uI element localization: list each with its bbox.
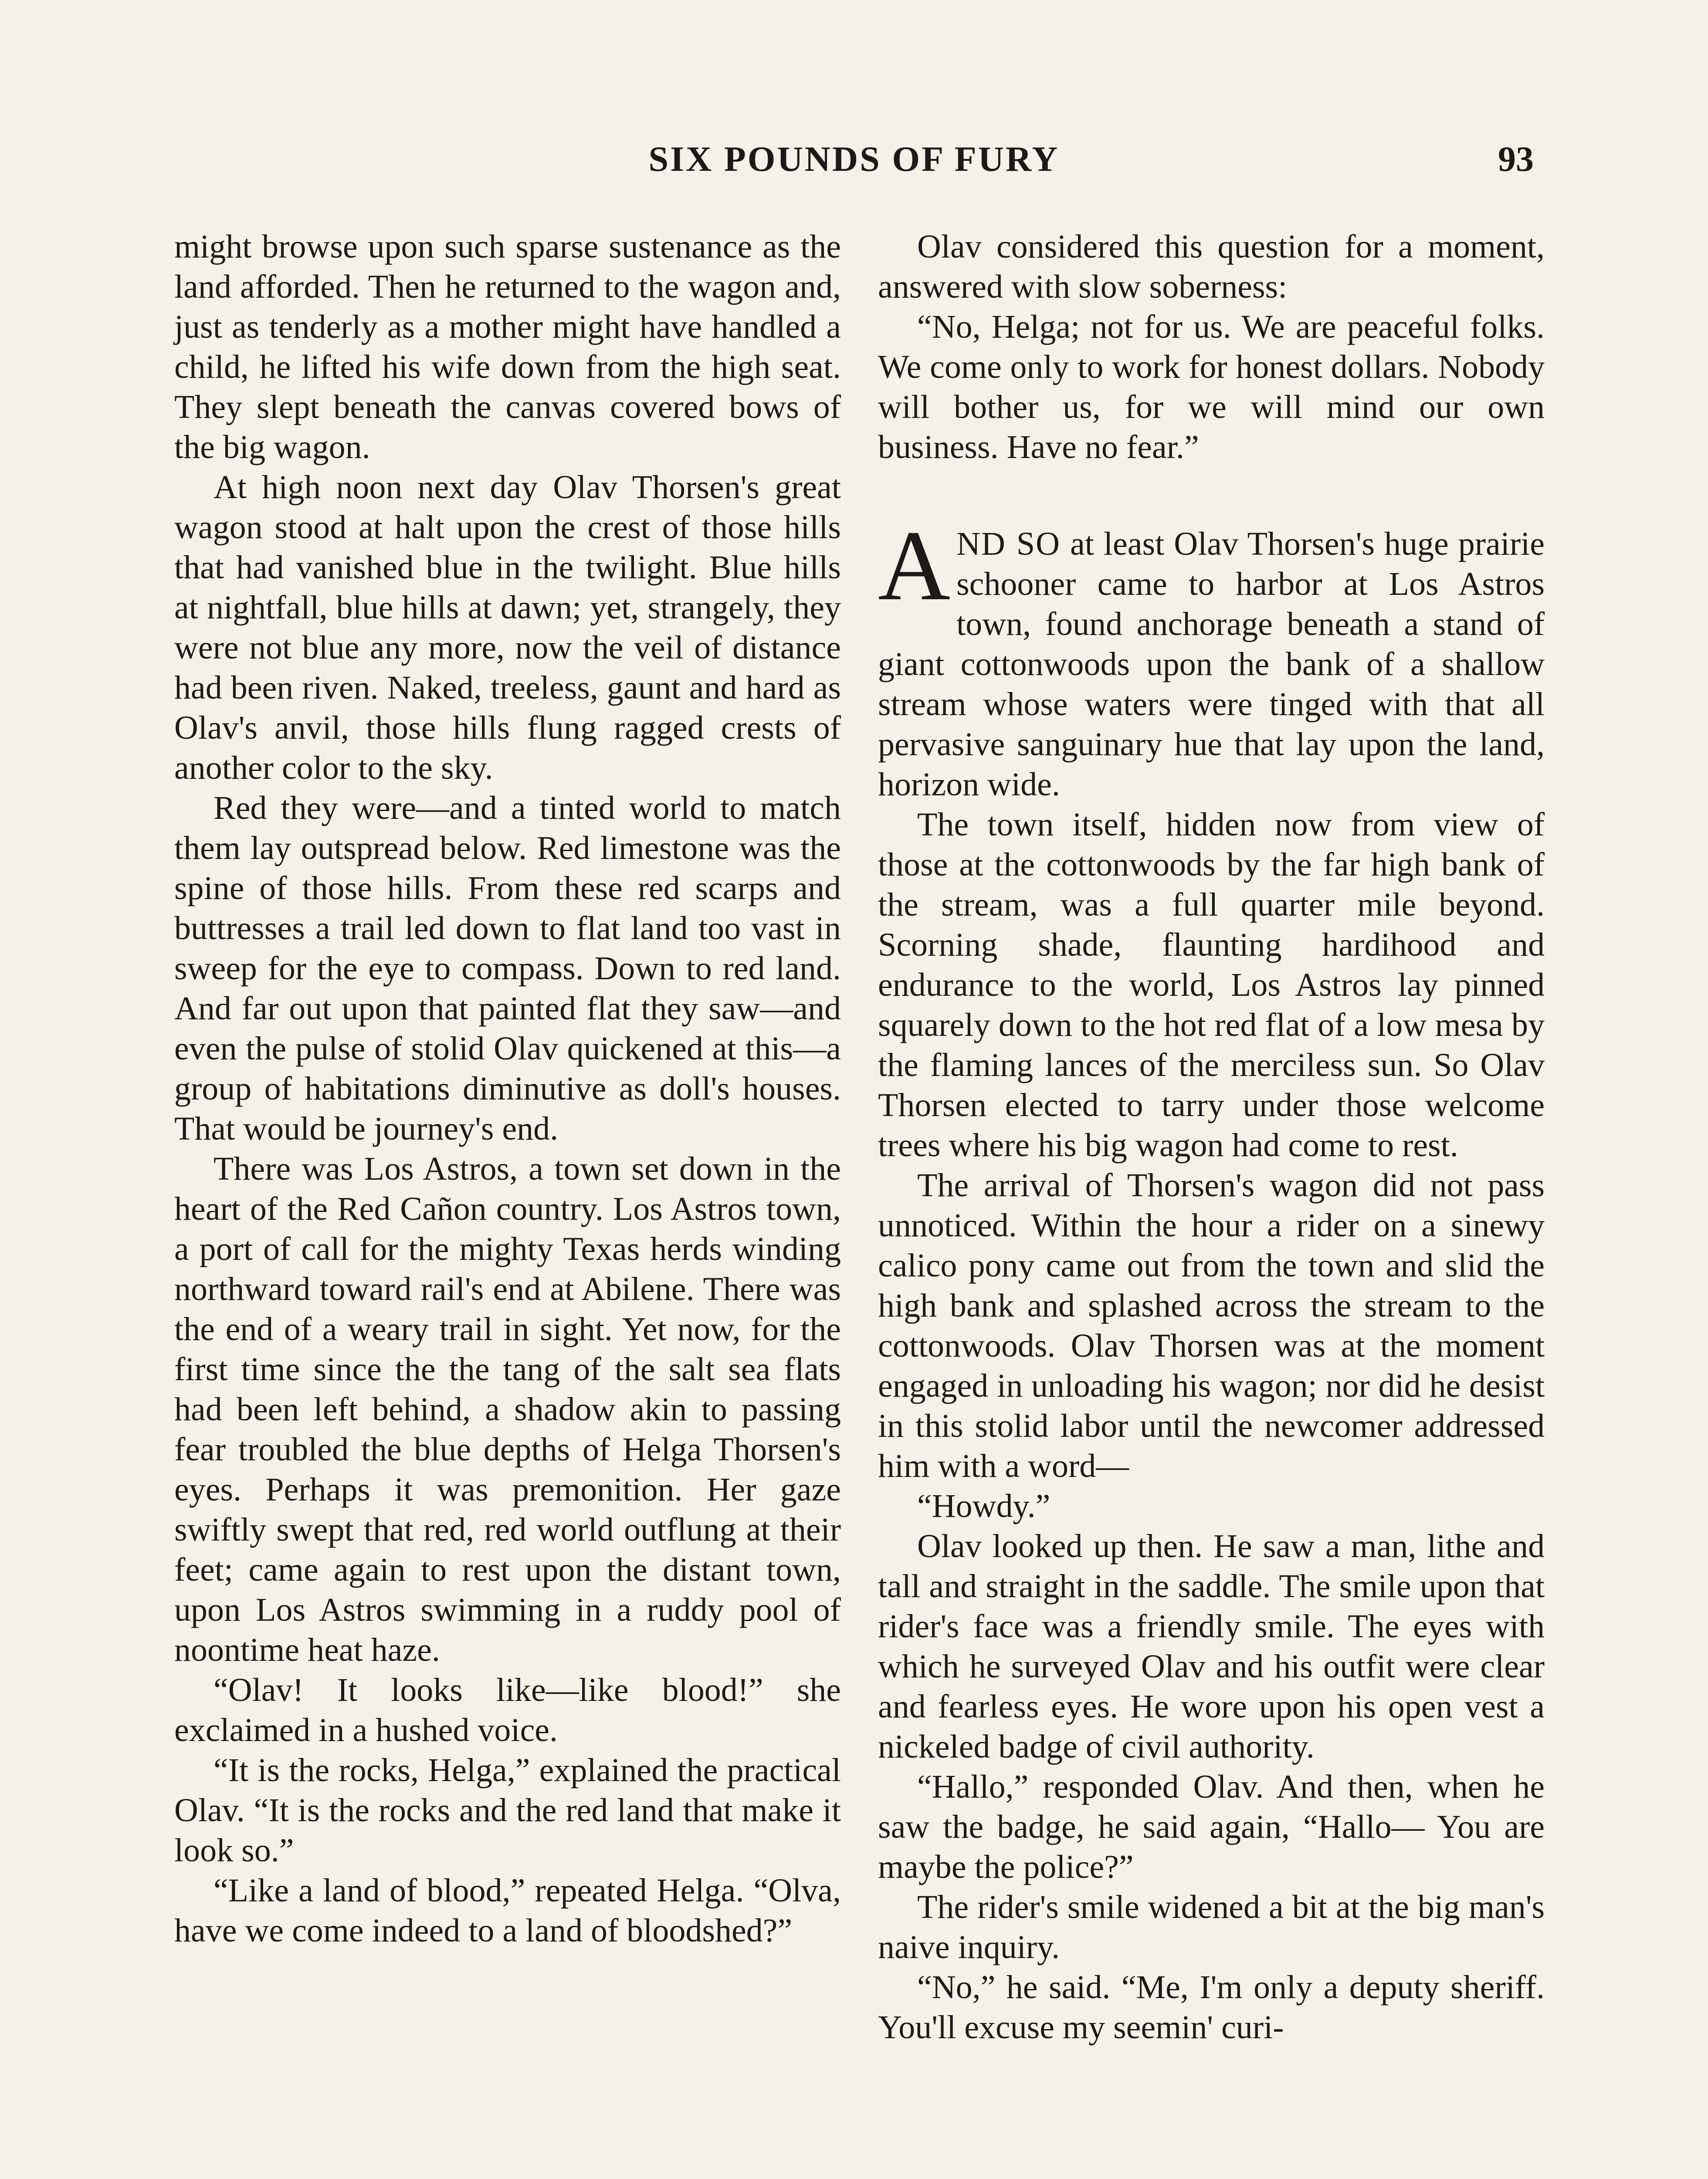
section-opening-paragraph xyxy=(878,510,1545,804)
paragraph: “Hallo,” responded Olav. And then, when he saw the badge, he said again, “Hallo— You are maybe the police?” xyxy=(878,1768,1545,1885)
paragraph: The arrival of Thorsen's wagon did not pass unnoticed. Within the hour a rider on a sinewy calico pony came out from the town and slid the high bank and splashed across the stream to the cottonwoods. Olav Thorsen was at the moment engaged in unloading his wagon; nor did he desist in this stolid labor until the newcomer addressed him with a word— xyxy=(878,1167,1545,1484)
paragraph: “No,” he said. “Me, I'm only a deputy sheriff. You'll excuse my seemin' curi- xyxy=(878,1969,1545,2046)
paragraph: There was Los Astros, a town set down in the heart of the Red Cañon country. Los Astros town, a port of call for the mighty Texas herds winding northward toward rail's end at Abilene. There was the end of a weary trail in sight. Yet now, for the first time since the the tang of the salt sea flats had been left behind, a shadow akin to passing fear troubled the blue depths of Helga Thorsen's eyes. Perhaps it was premonition. Her gaze swiftly swept that red, red world outflung at their feet; came again to rest upon the distant town, upon Los Astros swimming in a ruddy pool of noontime heat haze. xyxy=(174,1151,841,1668)
paragraph: “Howdy.” xyxy=(917,1488,1051,1524)
paragraph: “Olav! It looks like—like blood!” she exclaimed in a hushed voice. xyxy=(174,1672,841,1748)
paragraph: Olav looked up then. He saw a man, lithe and tall and straight in the saddle. The smile upon that rider's face was a friendly smile. The eyes with which he surveyed Olav and his outfit were clear and fearless eyes. He wore upon his open vest a nickeled badge of civil authority. xyxy=(878,1528,1545,1765)
running-title: SIX POUNDS OF FURY xyxy=(648,139,1060,179)
paragraph: “No, Helga; not for us. We are peaceful folks. We come only to work for honest dollars. Nobody will bother us, for we will mind our own business. Have no fear.” xyxy=(878,309,1545,465)
paragraph: The town itself, hidden now from view of those at the cottonwoods by the far high bank of the stream, was a full quarter mile beyond. Scorning shade, flaunting hardihood and endurance to the world, Los Astros lay pinned squarely down to the hot red flat of a low mesa by the flaming lances of the merciless sun. So Olav Thorsen elected to tarry under those welcome trees where his big wagon had come to rest. xyxy=(878,806,1545,1164)
left-column xyxy=(174,227,841,1951)
section-text: at least Olav Thorsen's huge prairie schooner came to harbor at Los Astros town, found anchorage beneath a stand of giant cottonwoods upon the bank of a shallow stream whose waters were tinged with that all pervasive sanguinary hue that lay upon the land, horizon wide. xyxy=(878,526,1545,803)
paragraph: Red they were—and a tinted world to match them lay outspread below. Red limestone was the spine of those hills. From these red scarps and buttresses a trail led down to flat land too vast in sweep for the eye to compass. Down to red land. And far out upon that painted flat they saw—and even the pulse of stolid Olav quickened at this—a group of habitations diminutive as doll's houses. That would be journey's end. xyxy=(174,790,841,1147)
section-lead-in: ND SO xyxy=(956,526,1061,562)
drop-cap: A xyxy=(878,510,951,621)
paragraph: “Like a land of blood,” repeated Helga. “Olva, have we come indeed to a land of bloodshed?” xyxy=(174,1872,841,1949)
paragraph: “It is the rocks, Helga,” explained the practical Olav. “It is the rocks and the red land that make it look so.” xyxy=(174,1752,841,1869)
right-column xyxy=(878,227,1545,2047)
running-header xyxy=(174,139,1534,191)
paragraph: At high noon next day Olav Thorsen's great wagon stood at halt upon the crest of those hills that had vanished blue in the twilight. Blue hills at nightfall, blue hills at dawn; yet, strangely, they were not blue any more, now the veil of distance had been riven. Naked, treeless, gaunt and hard as Olav's anvil, those hills flung ragged crests of another color to the sky. xyxy=(174,469,841,786)
paragraph: might browse upon such sparse sustenance as the land afforded. Then he returned to the wagon and, just as tenderly as a mother might have handled a child, he lifted his wife down from the high seat. They slept beneath the canvas covered bows of the big wagon. xyxy=(174,228,841,465)
paragraph: Olav considered this question for a moment, answered with slow soberness: xyxy=(878,228,1545,305)
paragraph: The rider's smile widened a bit at the big man's naive inquiry. xyxy=(878,1889,1545,1965)
page-number: 93 xyxy=(1498,139,1534,179)
